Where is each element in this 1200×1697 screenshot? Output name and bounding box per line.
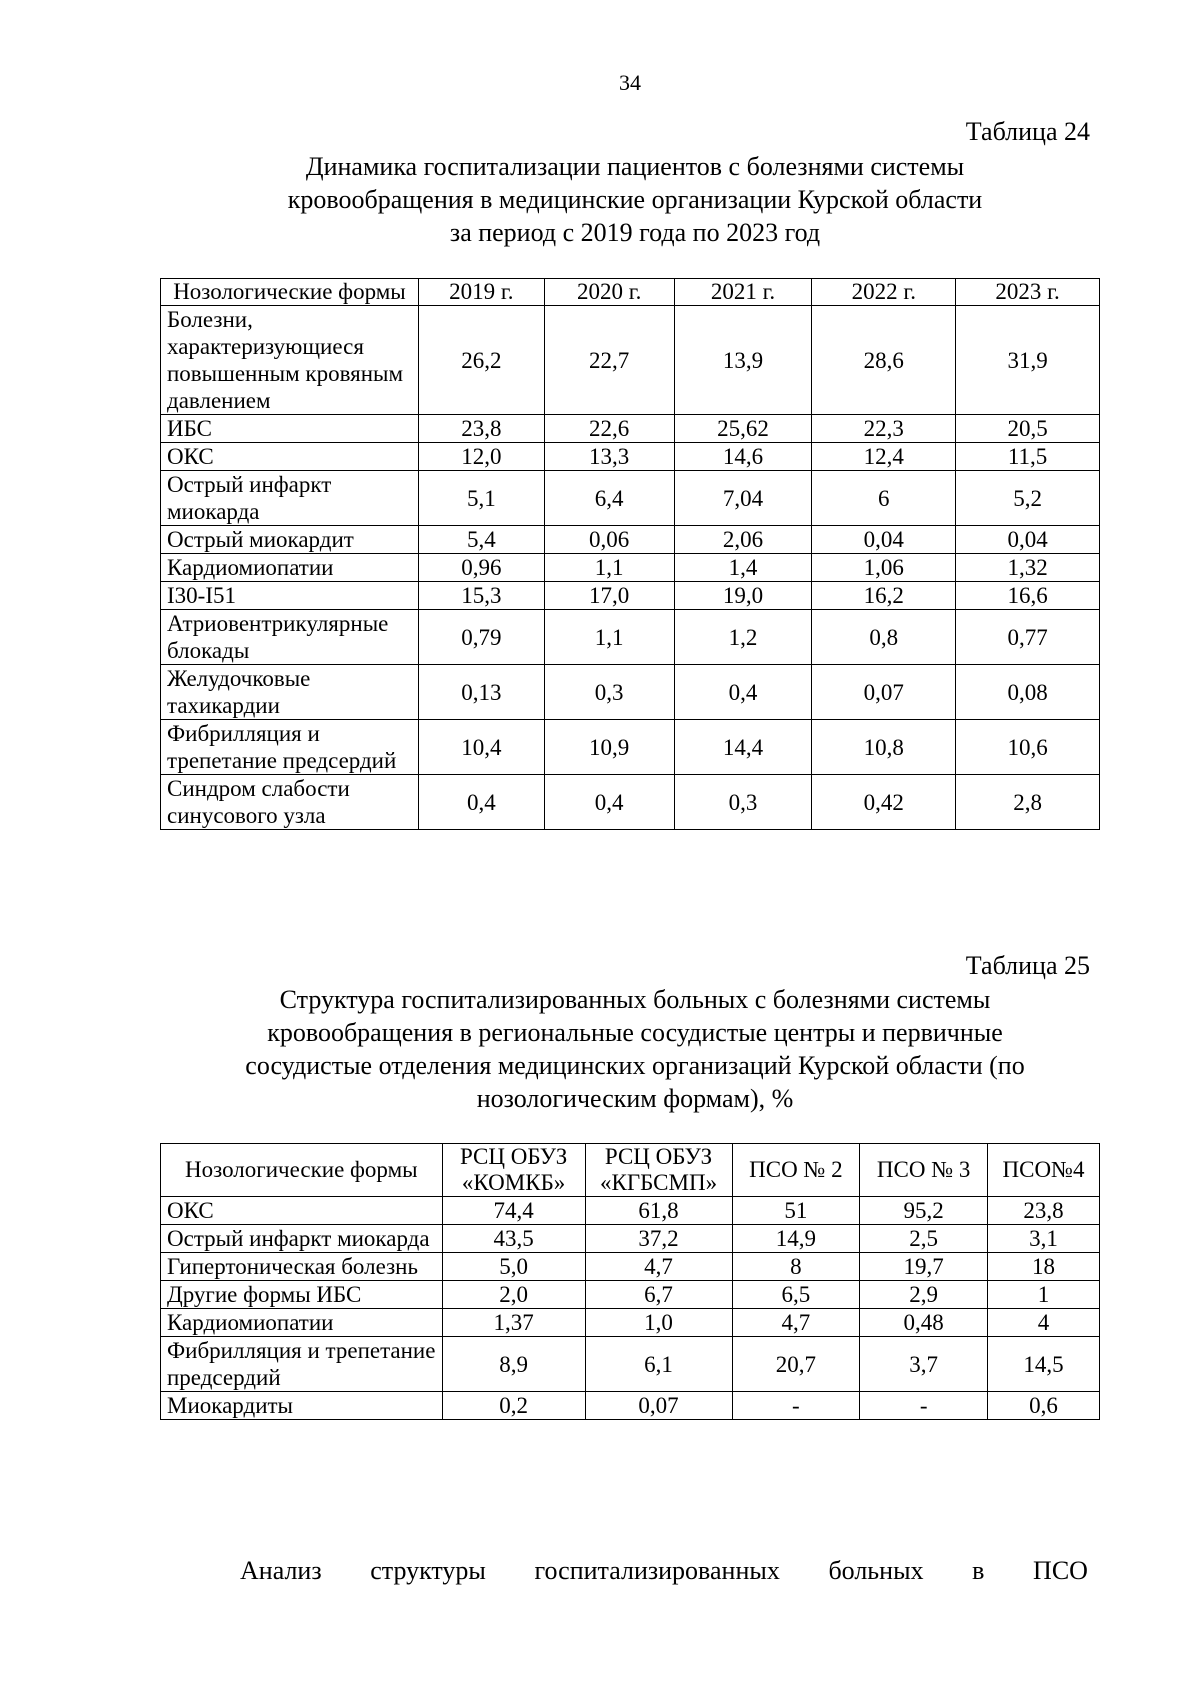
value-cell: 0,8 [812, 610, 956, 665]
table-row [161, 1281, 1100, 1309]
value-cell: 6,4 [544, 471, 674, 526]
value-cell: 10,4 [418, 720, 544, 775]
table-row [161, 554, 1100, 582]
value-cell: 18 [988, 1253, 1100, 1281]
value-cell: 1,32 [956, 554, 1100, 582]
value-cell: 0,04 [956, 526, 1100, 554]
value-cell: 0,07 [812, 665, 956, 720]
value-cell: 0,6 [988, 1392, 1100, 1420]
value-cell: 15,3 [418, 582, 544, 610]
value-cell: 4 [988, 1309, 1100, 1337]
table-row [161, 526, 1100, 554]
value-cell: 3,1 [988, 1225, 1100, 1253]
header-cell: ПСО № 2 [732, 1144, 860, 1197]
table-24-title-line: кровообращения в медицинские организации Курской области [287, 185, 983, 214]
value-cell: 10,9 [544, 720, 674, 775]
value-cell: 0,4 [544, 775, 674, 830]
value-cell: 12,4 [812, 443, 956, 471]
row-label-cell: Кардиомиопатии [161, 554, 419, 582]
value-cell: 0,13 [418, 665, 544, 720]
value-cell: 0,4 [674, 665, 812, 720]
header-cell: РСЦ ОБУЗ «КГБСМП» [585, 1144, 732, 1197]
value-cell: 51 [732, 1197, 860, 1225]
header-cell: 2022 г. [812, 279, 956, 306]
value-cell: 43,5 [442, 1225, 585, 1253]
value-cell: 28,6 [812, 306, 956, 415]
value-cell: 0,06 [544, 526, 674, 554]
value-cell: 0,2 [442, 1392, 585, 1420]
value-cell: 8,9 [442, 1337, 585, 1392]
paragraph-start [240, 1556, 1088, 1586]
value-cell: 12,0 [418, 443, 544, 471]
value-cell: 0,08 [956, 665, 1100, 720]
row-label-cell: Острый инфаркт миокарда [161, 471, 419, 526]
value-cell: 14,4 [674, 720, 812, 775]
row-label-cell: ОКС [161, 443, 419, 471]
table-row [161, 1197, 1100, 1225]
table-25-label: Таблица 25 [965, 951, 1090, 980]
value-cell: 20,7 [732, 1337, 860, 1392]
value-cell: 7,04 [674, 471, 812, 526]
value-cell: 17,0 [544, 582, 674, 610]
value-cell: 3,7 [860, 1337, 988, 1392]
value-cell: 2,8 [956, 775, 1100, 830]
page-number: 34 [619, 70, 641, 95]
value-cell: 26,2 [418, 306, 544, 415]
value-cell: 6 [812, 471, 956, 526]
value-cell: 1,06 [812, 554, 956, 582]
row-label-cell: Атриовентрикулярные блокады [161, 610, 419, 665]
value-cell: 31,9 [956, 306, 1100, 415]
value-cell: 14,6 [674, 443, 812, 471]
value-cell: 22,3 [812, 415, 956, 443]
value-cell: 0,3 [544, 665, 674, 720]
value-cell: 5,4 [418, 526, 544, 554]
value-cell: 74,4 [442, 1197, 585, 1225]
value-cell: 1,1 [544, 554, 674, 582]
row-label-cell: ОКС [161, 1197, 443, 1225]
value-cell: 4,7 [732, 1309, 860, 1337]
value-cell: 0,48 [860, 1309, 988, 1337]
table-24-title [150, 150, 1120, 249]
value-cell: 11,5 [956, 443, 1100, 471]
table-row [161, 1309, 1100, 1337]
table-row [161, 775, 1100, 830]
table-24-title-line: за период с 2019 года по 2023 год [449, 218, 821, 247]
value-cell: - [860, 1392, 988, 1420]
table-row [161, 1337, 1100, 1392]
value-cell: 0,77 [956, 610, 1100, 665]
value-cell: 2,0 [442, 1281, 585, 1309]
value-cell: 10,6 [956, 720, 1100, 775]
table-row [161, 665, 1100, 720]
value-cell: 0,07 [585, 1392, 732, 1420]
table-row [161, 306, 1100, 415]
value-cell: 23,8 [418, 415, 544, 443]
value-cell: 5,2 [956, 471, 1100, 526]
value-cell: 8 [732, 1253, 860, 1281]
value-cell: 2,5 [860, 1225, 988, 1253]
paragraph-word: в [972, 1556, 985, 1585]
table-row [161, 471, 1100, 526]
header-cell: 2019 г. [418, 279, 544, 306]
value-cell: 6,5 [732, 1281, 860, 1309]
row-label-cell: Острый миокардит [161, 526, 419, 554]
value-cell: 1,2 [674, 610, 812, 665]
value-cell: 16,6 [956, 582, 1100, 610]
table-24-header-row [161, 279, 1100, 306]
table-25-title-line: нозологическим формам), % [476, 1084, 794, 1113]
row-label-cell: Фибрилляция и трепетание предсердий [161, 720, 419, 775]
value-cell: 14,5 [988, 1337, 1100, 1392]
value-cell: 22,6 [544, 415, 674, 443]
value-cell: 20,5 [956, 415, 1100, 443]
value-cell: 5,1 [418, 471, 544, 526]
row-label-cell: I30-I51 [161, 582, 419, 610]
header-cell: ПСО № 3 [860, 1144, 988, 1197]
header-cell: РСЦ ОБУЗ «КОМКБ» [442, 1144, 585, 1197]
value-cell: 14,9 [732, 1225, 860, 1253]
paragraph-word: больных [828, 1556, 924, 1585]
table-row [161, 443, 1100, 471]
value-cell: 25,62 [674, 415, 812, 443]
paragraph-word: госпитализированных [534, 1556, 780, 1585]
table-25-header-row [161, 1144, 1100, 1197]
value-cell: 1,0 [585, 1309, 732, 1337]
header-cell: ПСО№4 [988, 1144, 1100, 1197]
value-cell: 0,96 [418, 554, 544, 582]
row-label-cell: ИБС [161, 415, 419, 443]
value-cell: 13,9 [674, 306, 812, 415]
value-cell: 16,2 [812, 582, 956, 610]
value-cell: 1,1 [544, 610, 674, 665]
row-label-cell: Болезни, характеризующиеся повышенным кровяным давлением [161, 306, 419, 415]
value-cell: 1,37 [442, 1309, 585, 1337]
value-cell: 6,1 [585, 1337, 732, 1392]
value-cell: 0,79 [418, 610, 544, 665]
value-cell: 0,4 [418, 775, 544, 830]
value-cell: 13,3 [544, 443, 674, 471]
value-cell: 2,9 [860, 1281, 988, 1309]
row-label-cell: Кардиомиопатии [161, 1309, 443, 1337]
table-row [161, 720, 1100, 775]
value-cell: 1 [988, 1281, 1100, 1309]
table-24-label: Таблица 24 [965, 117, 1090, 146]
table-24 [160, 278, 1100, 830]
table-row [161, 1253, 1100, 1281]
row-label-cell: Гипертоническая болезнь [161, 1253, 443, 1281]
value-cell: 0,42 [812, 775, 956, 830]
table-25 [160, 1143, 1100, 1420]
table-25-title-line: сосудистые отделения медицинских организаций Курской области (по [245, 1051, 1025, 1080]
value-cell: 95,2 [860, 1197, 988, 1225]
header-cell: 2021 г. [674, 279, 812, 306]
value-cell: 5,0 [442, 1253, 585, 1281]
row-label-cell: Миокардиты [161, 1392, 443, 1420]
table-row [161, 415, 1100, 443]
table-25-body [161, 1197, 1100, 1420]
table-25-title [150, 983, 1120, 1115]
value-cell: 19,0 [674, 582, 812, 610]
value-cell: 2,06 [674, 526, 812, 554]
table-row [161, 1225, 1100, 1253]
header-cell-nosology: Нозологические формы [161, 279, 419, 306]
value-cell: 4,7 [585, 1253, 732, 1281]
paragraph-word: структуры [370, 1556, 486, 1585]
row-label-cell: Желудочковые тахикардии [161, 665, 419, 720]
value-cell: - [732, 1392, 860, 1420]
table-25-title-line: кровообращения в региональные сосудистые центры и первичные [267, 1018, 1003, 1047]
value-cell: 1,4 [674, 554, 812, 582]
value-cell: 10,8 [812, 720, 956, 775]
value-cell: 0,3 [674, 775, 812, 830]
table-24-body [161, 306, 1100, 830]
header-cell: 2023 г. [956, 279, 1100, 306]
table-row [161, 610, 1100, 665]
table-24-title-line: Динамика госпитализации пациентов с болезнями системы [305, 152, 965, 181]
table-row [161, 582, 1100, 610]
row-label-cell: Другие формы ИБС [161, 1281, 443, 1309]
row-label-cell: Фибрилляция и трепетание предсердий [161, 1337, 443, 1392]
header-cell: 2020 г. [544, 279, 674, 306]
row-label-cell: Острый инфаркт миокарда [161, 1225, 443, 1253]
row-label-cell: Синдром слабости синусового узла [161, 775, 419, 830]
value-cell: 0,04 [812, 526, 956, 554]
value-cell: 37,2 [585, 1225, 732, 1253]
paragraph-word: ПСО [1033, 1556, 1088, 1585]
paragraph-word: Анализ [240, 1556, 322, 1585]
value-cell: 23,8 [988, 1197, 1100, 1225]
header-cell-nosology: Нозологические формы [161, 1144, 443, 1197]
value-cell: 6,7 [585, 1281, 732, 1309]
value-cell: 61,8 [585, 1197, 732, 1225]
table-25-title-line: Структура госпитализированных больных с болезнями системы [279, 985, 991, 1014]
value-cell: 19,7 [860, 1253, 988, 1281]
value-cell: 22,7 [544, 306, 674, 415]
table-row [161, 1392, 1100, 1420]
